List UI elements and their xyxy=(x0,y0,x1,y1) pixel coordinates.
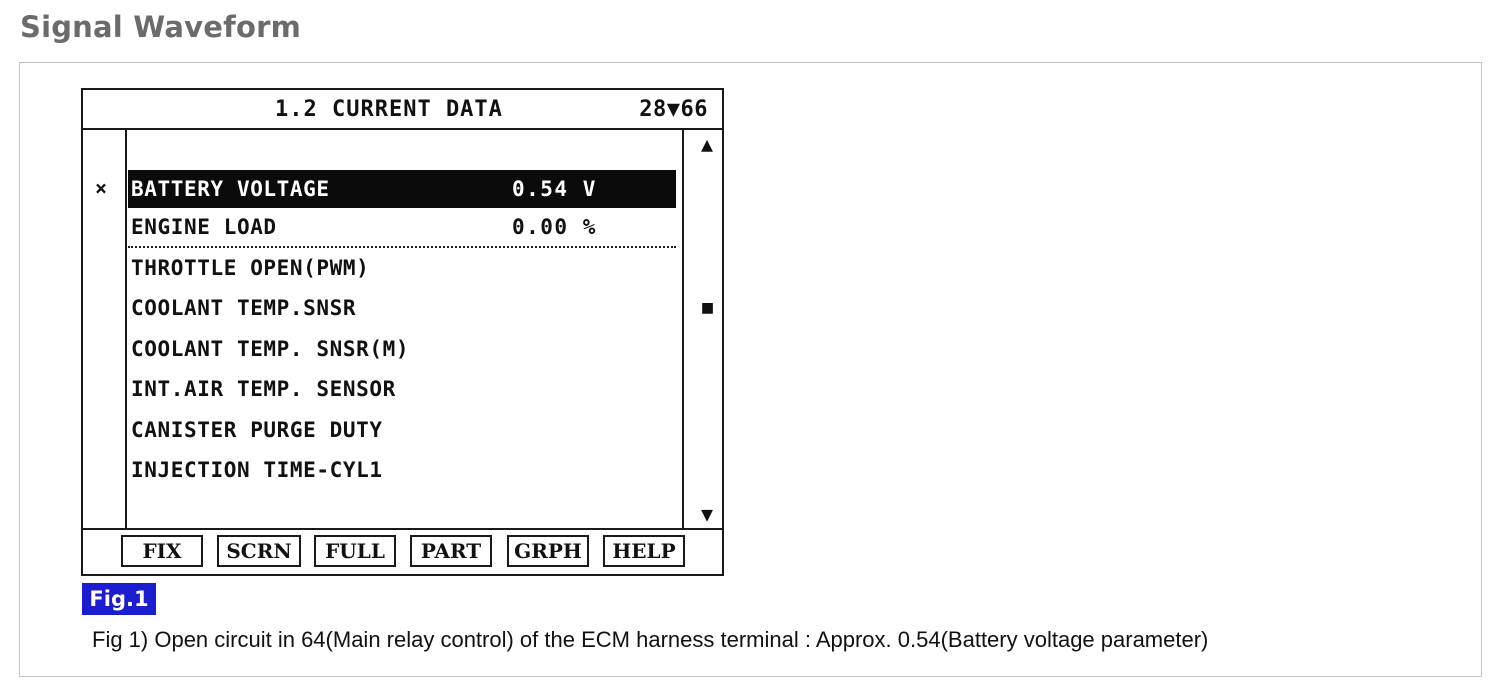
section-title: Signal Waveform xyxy=(20,10,301,44)
scroll-down-icon[interactable]: ▼ xyxy=(700,502,713,526)
row-label: CANISTER PURGE DUTY xyxy=(131,418,383,442)
marker-column-divider xyxy=(125,128,127,530)
data-row-engine-load[interactable] xyxy=(128,208,676,246)
data-row-int-air-temp[interactable] xyxy=(128,370,676,408)
figure-caption: Fig 1) Open circuit in 64(Main relay control) of the ECM harness terminal : Approx. 0.54(Battery voltage parameter) xyxy=(92,627,1209,652)
part-button[interactable]: PART xyxy=(410,535,492,567)
row-label: ENGINE LOAD xyxy=(131,215,277,239)
row-value: 0.00 % xyxy=(512,215,597,239)
row-value: 0.54 V xyxy=(512,177,597,201)
selected-row-marker: × xyxy=(95,176,108,200)
row-label: INJECTION TIME-CYL1 xyxy=(131,458,383,482)
data-row-injection-time[interactable] xyxy=(128,451,676,489)
help-button[interactable]: HELP xyxy=(603,535,685,567)
data-row-coolant-temp-snsr-m[interactable] xyxy=(128,330,676,368)
figure-label: Fig.1 xyxy=(82,583,156,615)
scrollbar-divider xyxy=(682,128,684,530)
full-button[interactable]: FULL xyxy=(314,535,396,567)
scrn-button[interactable]: SCRN xyxy=(217,535,301,567)
row-label: BATTERY VOLTAGE xyxy=(131,177,330,201)
data-row-throttle-open[interactable] xyxy=(128,249,676,287)
data-row-coolant-temp-snsr[interactable] xyxy=(128,289,676,327)
fixed-rows-divider xyxy=(128,246,676,248)
screen-header xyxy=(83,90,722,130)
data-row-canister-purge[interactable] xyxy=(128,411,676,449)
function-key-bar xyxy=(83,528,722,574)
row-label: COOLANT TEMP.SNSR xyxy=(131,296,357,320)
scan-tool-screen xyxy=(81,88,724,576)
row-label: COOLANT TEMP. SNSR(M) xyxy=(131,337,410,361)
scroll-thumb-icon[interactable]: ■ xyxy=(702,297,713,318)
row-label: INT.AIR TEMP. SENSOR xyxy=(131,377,396,401)
screen-title: 1.2 CURRENT DATA xyxy=(275,97,503,122)
scroll-up-icon[interactable]: ▲ xyxy=(700,132,713,156)
grph-button[interactable]: GRPH xyxy=(507,535,589,567)
data-row-battery-voltage[interactable] xyxy=(128,170,676,208)
page-indicator: 28▼66 xyxy=(639,97,708,122)
row-label: THROTTLE OPEN(PWM) xyxy=(131,256,370,280)
fix-button[interactable]: FIX xyxy=(121,535,203,567)
